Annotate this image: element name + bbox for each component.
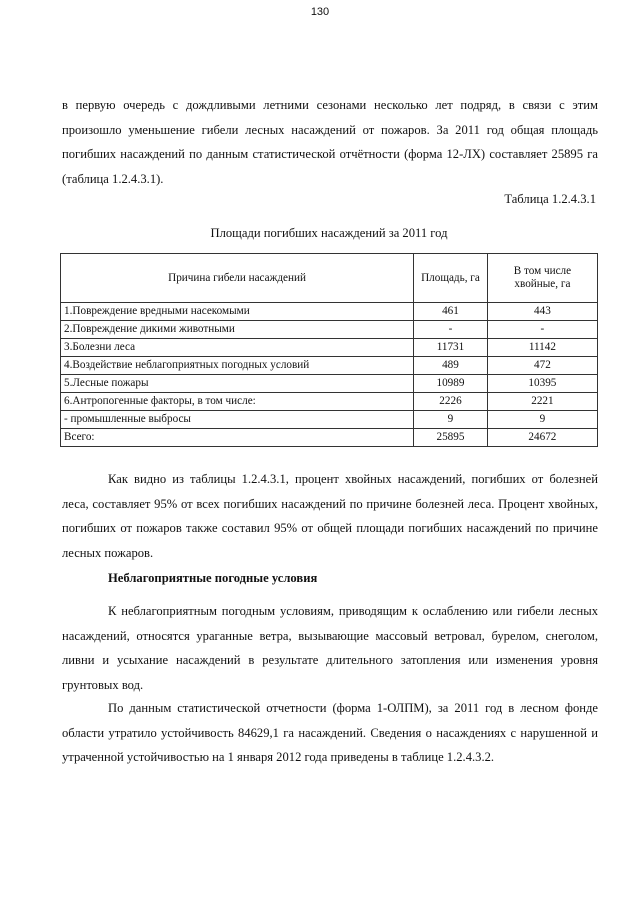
cell-area: 2226	[414, 393, 488, 411]
page-number: 130	[310, 6, 330, 18]
header-coniferous: В том числе хвойные, га	[487, 254, 597, 303]
table-row	[61, 321, 598, 339]
cell-cause: - промышленные выбросы	[61, 411, 414, 429]
cell-coniferous: 10395	[487, 375, 597, 393]
cell-area: 461	[414, 303, 488, 321]
cell-cause: 1.Повреждение вредными насекомыми	[61, 303, 414, 321]
cell-cause: 2.Повреждение дикими животными	[61, 321, 414, 339]
dead-stands-table	[60, 253, 598, 447]
cell-area: 489	[414, 357, 488, 375]
cell-coniferous: 472	[487, 357, 597, 375]
cell-cause: Всего:	[61, 429, 414, 447]
cell-area: 25895	[414, 429, 488, 447]
cell-cause: 3.Болезни леса	[61, 339, 414, 357]
table-total-row	[61, 429, 598, 447]
cell-coniferous: 24672	[487, 429, 597, 447]
cell-area: 11731	[414, 339, 488, 357]
header-cause: Причина гибели насаждений	[61, 254, 414, 303]
cell-coniferous: 2221	[487, 393, 597, 411]
table-title: Площади погибших насаждений за 2011 год	[210, 226, 448, 240]
cell-coniferous: 11142	[487, 339, 597, 357]
analysis-paragraph: Как видно из таблицы 1.2.4.3.1, процент хвойных насаждений, погибших от болезней леса, составляет 95% от всех погибших насаждений по причине болезней леса. Процент хвойных, погибших от пожаров также составил 95% от общей площади погибших насаждений по причине лесных пожаров.	[62, 472, 598, 560]
table-row	[61, 375, 598, 393]
cell-area: -	[414, 321, 488, 339]
cell-area: 10989	[414, 375, 488, 393]
cell-cause: 4.Воздействие неблагоприятных погодных условий	[61, 357, 414, 375]
table-header-row	[61, 254, 598, 303]
table-row	[61, 411, 598, 429]
table-row	[61, 339, 598, 357]
header-area: Площадь, га	[414, 254, 488, 303]
table-row	[61, 357, 598, 375]
cell-area: 9	[414, 411, 488, 429]
table-row	[61, 303, 598, 321]
table-caption: Таблица 1.2.4.3.1	[504, 192, 596, 206]
cell-coniferous: -	[487, 321, 597, 339]
cell-cause: 6.Антропогенные факторы, в том числе:	[61, 393, 414, 411]
cell-coniferous: 443	[487, 303, 597, 321]
intro-paragraph: в первую очередь с дождливыми летними сезонами несколько лет подряд, в связи с этим произошло уменьшение гибели лесных насаждений от пожаров. За 2011 год общая площадь погибших насаждений по данным статистической отчётности (форма 12-ЛХ) составляет 25895 га (таблица 1.2.4.3.1).	[62, 98, 598, 186]
stability-paragraph: По данным статистической отчетности (форма 1-ОЛПМ), за 2011 год в лесном фонде области утратило устойчивость 84629,1 га насаждений. Сведения о насаждениях с нарушенной и утраченной устойчивостью на 1 января 2012 года приведены в таблице 1.2.4.3.2.	[62, 701, 598, 764]
weather-paragraph: К неблагоприятным погодным условиям, приводящим к ослаблению или гибели лесных насаждений, относятся ураганные ветра, вызывающие массовый ветровал, бурелом, снеголом, ливни и усыхание насаждений в результате длительного затопления или изменения уровня грунтовых вод.	[62, 604, 598, 692]
section-heading: Неблагоприятные погодные условия	[108, 571, 318, 585]
table-row	[61, 393, 598, 411]
cell-coniferous: 9	[487, 411, 597, 429]
cell-cause: 5.Лесные пожары	[61, 375, 414, 393]
